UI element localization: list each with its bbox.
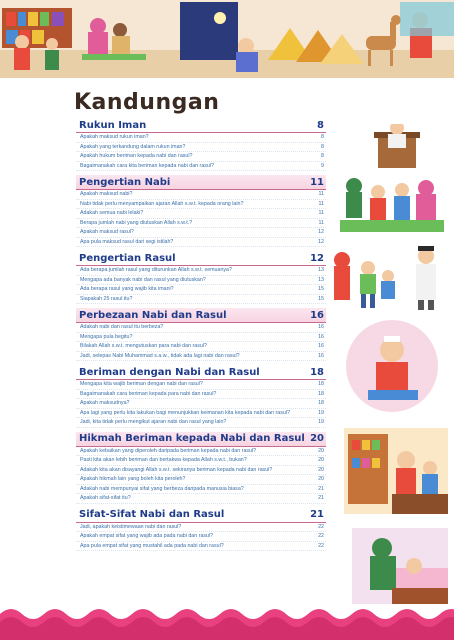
toc-entry[interactable] [76,456,326,466]
toc-entry[interactable] [76,228,326,238]
family-walking-illustration [330,246,448,310]
section-page-number: 21 [310,509,324,520]
section-heading[interactable] [76,308,326,323]
section-page-number: 16 [310,309,324,321]
toc-entry[interactable] [76,190,326,200]
section-title: Perbezaan Nabi dan Rasul [79,309,227,321]
entry-text: Nabi tidak perlu menyampaikan ajaran Allah s.w.t. kepada orang lain? [80,200,244,207]
entry-text: Pasti kita akan lebih beriman dan bertakwa kepada Allah s.w.t., bukan? [80,457,247,463]
entry-text: Apakah hukum beriman kepada nabi dan rasul? [80,153,193,159]
entry-text: Ada berapa jumlah rasul yang diturunkan Allah s.w.t. semuanya? [80,267,232,273]
toc-entry[interactable] [76,285,326,295]
section-title: Pengertian Nabi [79,176,171,188]
mother-child-illustration [352,528,448,604]
entry-text: Apakah yang terkandung dalam rukun iman? [80,143,186,150]
toc-entry[interactable] [76,485,326,495]
entry-page-number: 20 [318,466,324,473]
toc-entry[interactable] [76,295,326,305]
entry-text: Berapa jumlah nabi yang diutuskan Allah s.w.t.? [80,219,193,226]
toc-entry[interactable] [76,209,326,219]
entry-page-number: 16 [318,352,324,359]
toc-entry[interactable] [76,342,326,352]
toc-entry[interactable] [76,276,326,286]
entry-page-number: 12 [318,229,324,235]
toc-section [76,508,326,552]
toc-entry[interactable] [76,352,326,362]
toc-section [76,365,326,428]
entry-page-number: 16 [318,324,324,330]
section-title: Sifat-Sifat Nabi dan Rasul [79,509,225,520]
entry-text: Mengapa pula begitu? [80,333,133,340]
entry-text: Apakah kebaikan yang diperoleh daripada beriman kepada nabi dan rasul? [80,447,257,454]
entry-page-number: 21 [318,495,324,501]
toc-entry[interactable] [76,532,326,542]
entry-text: Apakah sifat-sifat itu? [80,495,131,501]
entry-page-number: 13 [318,267,324,273]
entry-page-number: 15 [318,295,324,302]
section-heading[interactable] [76,432,326,447]
top-illustration-banner [0,0,454,78]
bottom-wavy-border [0,600,454,640]
entry-text: Adakah semua nabi lelaki? [80,210,144,216]
entry-text: Adakah kita akan disayangi Allah s.w.t. sekiranya beriman kepada nabi dan rasul? [80,466,273,473]
page-title: Kandungan [74,90,220,115]
toc-entry[interactable] [76,323,326,333]
entry-page-number: 8 [321,134,324,140]
toc-entry[interactable] [76,143,326,153]
section-page-number: 18 [310,366,324,378]
toc-entry[interactable] [76,333,326,343]
entry-page-number: 18 [318,381,324,387]
entry-page-number: 13 [318,276,324,283]
entry-page-number: 16 [318,343,324,349]
section-title: Pengertian Rasul [79,252,176,264]
children-gathering-illustration [340,172,444,232]
toc-entry[interactable] [76,133,326,143]
toc-entry[interactable] [76,409,326,419]
section-heading[interactable] [76,175,326,190]
toc-entry[interactable] [76,162,326,172]
toc-entry[interactable] [76,475,326,485]
entry-text: Mengapa ada banyak nabi dan rasul yang diutuskan? [80,276,206,283]
entry-text: Apa pula maksud rasul dari segi istilah? [80,238,174,245]
entry-text: Adakah nabi dan rasul itu berbeza? [80,324,164,330]
section-page-number: 11 [310,176,324,188]
toc-entry[interactable] [76,238,326,248]
entry-text: Apakah maksudnya? [80,400,130,406]
toc-entry[interactable] [76,399,326,409]
entry-text: Apakah empat sifat yang wajib ada pada nabi dan rasul? [80,533,214,539]
entry-text: Apakah maksud nabi? [80,191,133,197]
entry-text: Apakah hikmah lain yang boleh kita peroleh? [80,476,186,482]
toc-entry[interactable] [76,390,326,400]
shop-illustration [344,428,448,514]
entry-text: Apa lagi yang perlu kita lakukan bagi menunjukkan keimanan kita kepada nabi dan rasul? [80,409,290,416]
entry-text: Apa pula empat sifat yang mustahil ada pada nabi dan rasul? [80,542,224,549]
entry-page-number: 11 [318,191,324,197]
table-of-contents [76,118,326,555]
toc-entry[interactable] [76,219,326,229]
toc-entry[interactable] [76,523,326,533]
entry-text: Bilakah Allah s.w.t. mengutuskan para nabi dan rasul? [80,343,207,349]
entry-text: Apakah maksud rukun iman? [80,134,149,140]
entry-page-number: 15 [318,286,324,292]
entry-page-number: 11 [318,210,324,216]
section-title: Hikmah Beriman kepada Nabi dan Rasul [79,433,305,444]
toc-entry[interactable] [76,447,326,457]
entry-page-number: 8 [321,153,324,159]
section-heading[interactable] [76,365,326,380]
entry-page-number: 19 [318,419,324,425]
entry-text: Apakah maksud rasul? [80,229,134,235]
entry-page-number: 16 [318,333,324,340]
entry-page-number: 20 [318,476,324,482]
entry-page-number: 11 [318,200,324,207]
toc-entry[interactable] [76,200,326,210]
section-page-number: 20 [310,433,324,444]
toc-entry[interactable] [76,494,326,504]
entry-page-number: 20 [318,447,324,454]
entry-page-number: 22 [318,533,324,539]
section-heading[interactable] [76,118,326,133]
entry-page-number: 20 [318,457,324,463]
toc-section [76,432,326,504]
entry-page-number: 11 [318,219,324,226]
entry-text: Bagaimanakah cara kita beriman kepada nabi dan rasul? [80,162,214,169]
entry-page-number: 18 [318,390,324,397]
toc-entry[interactable] [76,380,326,390]
section-title: Rukun Iman [79,119,147,131]
entry-text: Ada berapa rasul yang wajib kita imani? [80,286,174,292]
entry-text: Jadi, kita tidak perlu mengikut ajaran nabi dan rasul yang lain? [80,419,227,425]
toc-entry[interactable] [76,266,326,276]
entry-text: Jadi, selepas Nabi Muhammad s.a.w., tidak ada lagi nabi dan rasul? [80,352,240,359]
entry-text: Mengapa kita wajib beriman dengan nabi dan rasul? [80,381,203,387]
toc-section [76,175,326,247]
section-page-number: 12 [310,252,324,264]
toc-section [76,251,326,304]
toc-section [76,308,326,361]
entry-page-number: 22 [318,542,324,549]
entry-page-number: 12 [318,238,324,245]
entry-page-number: 21 [318,485,324,492]
entry-page-number: 19 [318,409,324,416]
section-heading[interactable] [76,508,326,523]
toc-entry[interactable] [76,418,326,428]
entry-text: Adakah nabi mempunyai sifat yang berbeza daripada manusia biasa? [80,485,244,492]
entry-page-number: 9 [321,162,324,169]
entry-text: Bagaimanakah cara beriman kepada para nabi dan rasul? [80,390,217,397]
toc-entry[interactable] [76,466,326,476]
mosque-preacher-illustration [372,118,422,168]
section-heading[interactable] [76,251,326,266]
entry-text: Jadi, apakah keistimewaan nabi dan rasul? [80,523,182,530]
section-page-number: 8 [317,119,324,131]
entry-text: Siapakah 25 rasul itu? [80,295,133,302]
toc-section [76,118,326,171]
boy-praying-illustration [338,320,446,416]
toc-entry[interactable] [76,152,326,162]
entry-page-number: 18 [318,400,324,406]
section-title: Beriman dengan Nabi dan Rasul [79,366,260,378]
entry-page-number: 8 [321,143,324,150]
toc-entry[interactable] [76,542,326,552]
entry-page-number: 22 [318,523,324,530]
